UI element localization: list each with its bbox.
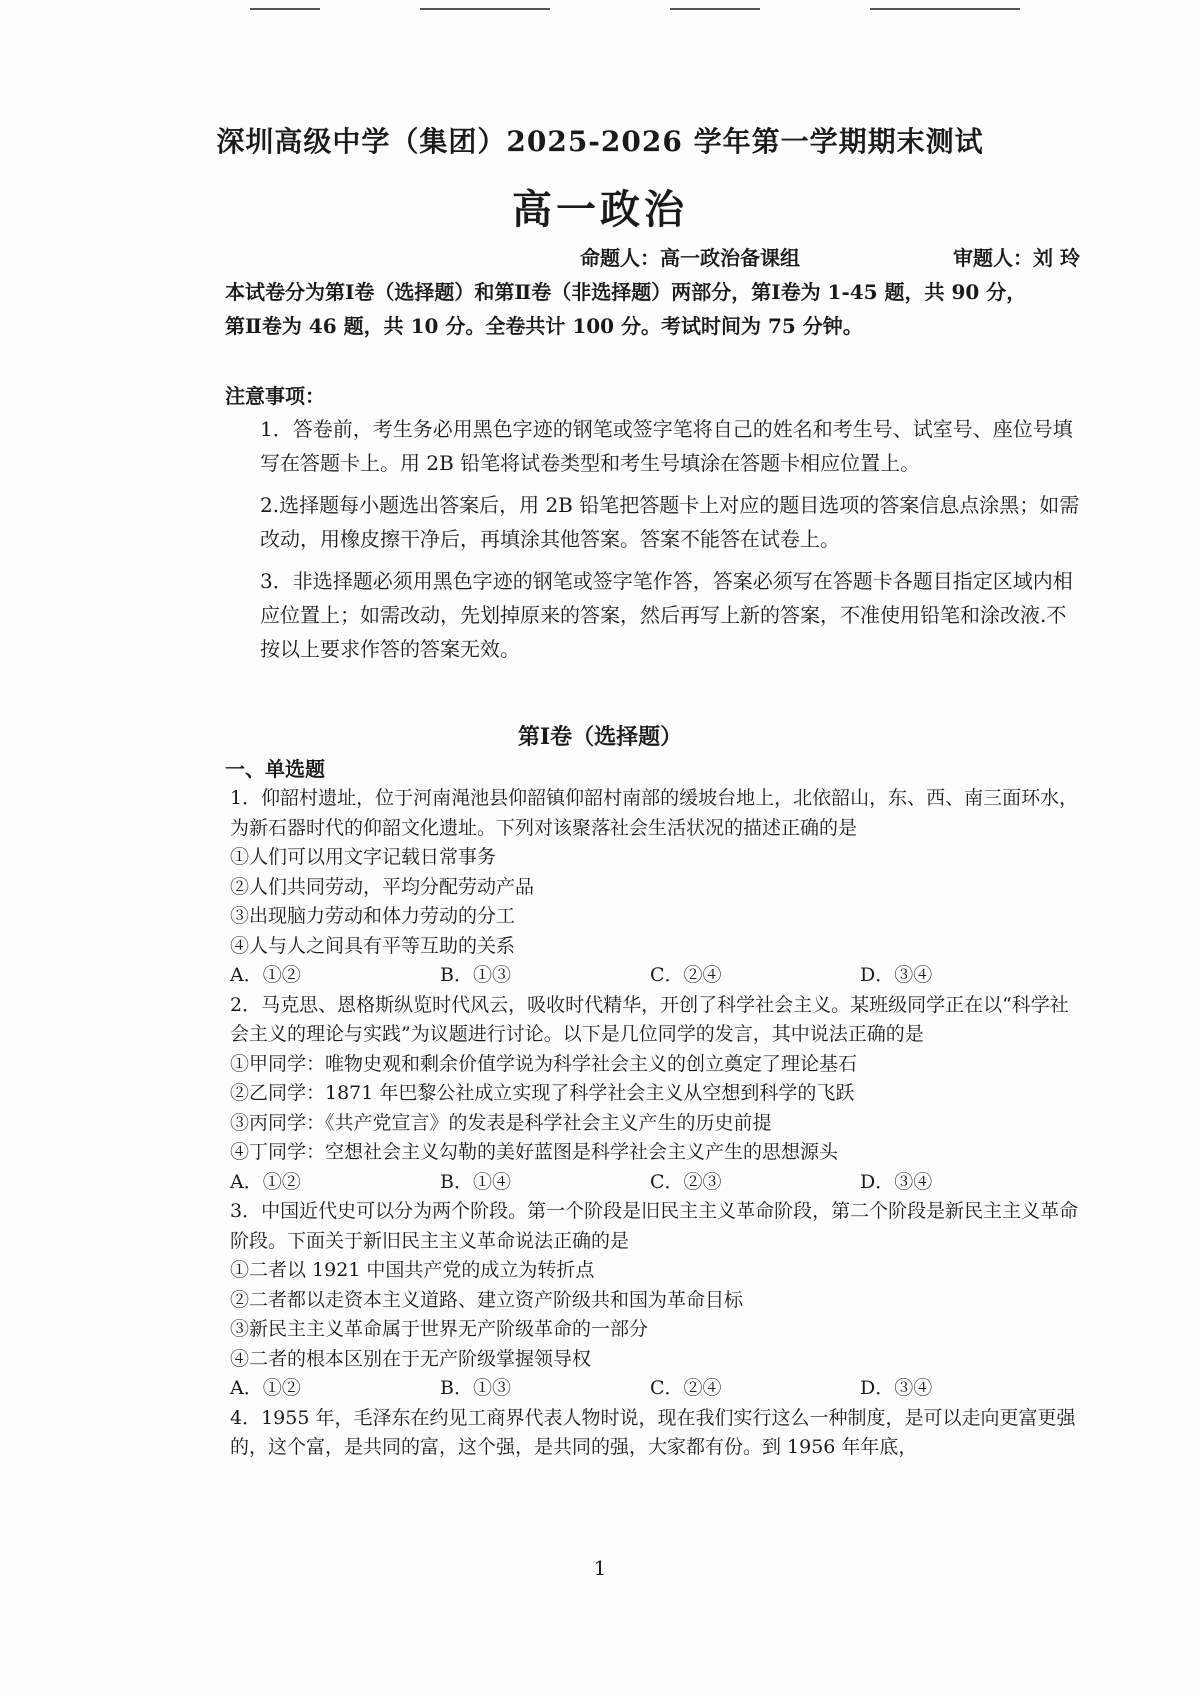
scan-mark	[670, 8, 760, 10]
setter: 命题人：高一政治备课组	[580, 246, 800, 270]
notice-item: 1．答卷前，考生务必用黑色字迹的钢笔或签字笔将自己的姓名和考生号、试室号、座位号填写在答题卡上。用 2B 铅笔将试卷类型和考生号填涂在答题卡相应位置上。	[260, 417, 1073, 475]
question	[230, 1404, 1085, 1463]
intro-line: 第Ⅱ卷为 46 题，共 10 分。全卷共计 100 分。考试时间为 75 分钟。	[225, 314, 863, 338]
question-item: ②乙同学：1871 年巴黎公社成立实现了科学社会主义从空想到科学的飞跃	[230, 1082, 855, 1104]
answer-options	[230, 961, 1085, 991]
section-title: 第Ⅰ卷（选择题）	[517, 724, 683, 750]
notice-list	[260, 412, 1085, 674]
notice-heading: 注意事项：	[225, 384, 325, 408]
question	[230, 784, 1085, 991]
scan-mark	[870, 8, 1020, 10]
answer-options	[230, 1374, 1085, 1404]
reviewer: 审题人：刘 玲	[953, 246, 1080, 270]
option: D．③④	[860, 964, 933, 986]
answer-options	[230, 1168, 1085, 1198]
authors-line	[580, 242, 1080, 271]
question-item: ①甲同学：唯物史观和剩余价值学说为科学社会主义的创立奠定了理论基石	[230, 1052, 858, 1075]
question	[230, 991, 1085, 1198]
intro-line: 本试卷分为第Ⅰ卷（选择题）和第Ⅱ卷（非选择题）两部分，第Ⅰ卷为 1-45 题，共 90 分，	[225, 280, 1027, 304]
question-item: ④丁同学：空想社会主义勾勒的美好蓝图是科学社会主义产生的思想源头	[230, 1141, 839, 1163]
question-item: ①二者以 1921 中国共产党的成立为转折点	[230, 1259, 595, 1281]
question-item: ①人们可以用文字记载日常事务	[230, 846, 497, 868]
question-stem: 2．马克思、恩格斯纵览时代风云，吸收时代精华，开创了科学社会主义。某班级同学正在以“科学社会主义的理论与实践”为议题进行讨论。以下是几位同学的发言，其中说法正确的是	[230, 993, 1069, 1045]
notice-item: 2.选择题每小题选出答案后，用 2B 铅笔把答题卡上对应的题目选项的答案信息点涂黑；如需改动，用橡皮擦干净后，再填涂其他答案。答案不能答在试卷上。	[260, 493, 1080, 551]
option: A．①②	[230, 1377, 301, 1399]
question-stem: 3．中国近代史可以分为两个阶段。第一个阶段是旧民主主义革命阶段，第二个阶段是新民主主义革命阶段。下面关于新旧民主主义革命说法正确的是	[230, 1200, 1079, 1252]
option: C．②③	[650, 1170, 722, 1193]
question	[230, 1197, 1085, 1404]
page-number: 1	[593, 1556, 607, 1580]
question-item: ④人与人之间具有平等互助的关系	[230, 934, 516, 957]
question-item: ②人们共同劳动，平均分配劳动产品	[230, 875, 535, 898]
scan-mark	[420, 8, 550, 10]
notice-item: 3．非选择题必须用黑色字迹的钢笔或签字笔作答，答案必须写在答题卡各题目指定区域内相应位置上；如需改动，先划掉原来的答案，然后再写上新的答案，不准使用铅笔和涂改液.不按以上要求作答的答案无效。	[260, 569, 1073, 661]
question-item: ②二者都以走资本主义道路、建立资产阶级共和国为革命目标	[230, 1288, 744, 1311]
question-stem: 4．1955 年，毛泽东在约见工商界代表人物时说，现在我们实行这么一种制度，是可以走向更富更强的，这个富，是共同的富，这个强，是共同的强，大家都有份。到 1956 年年底，	[230, 1406, 1076, 1458]
exam-title: 深圳高级中学（集团）2025-2026 学年第一学期期末测试	[216, 125, 984, 158]
option: B．①③	[440, 1377, 511, 1399]
option: D．③④	[860, 1377, 933, 1399]
option: A．①②	[230, 1170, 301, 1193]
option: B．①③	[440, 964, 511, 986]
question-type: 一、单选题	[225, 757, 325, 781]
question-item: ④二者的根本区别在于无产阶级掌握领导权	[230, 1347, 592, 1370]
question-list	[230, 784, 1085, 1463]
exam-subject: 高一政治	[512, 186, 688, 233]
exam-intro	[225, 275, 1085, 343]
question-item: ③出现脑力劳动和体力劳动的分工	[230, 905, 516, 927]
option: C．②④	[650, 964, 722, 986]
question-item: ③新民主主义革命属于世界无产阶级革命的一部分	[230, 1318, 649, 1340]
option: C．②④	[650, 1377, 722, 1399]
question-stem: 1．仰韶村遗址，位于河南渑池县仰韶镇仰韶村南部的缓坡台地上，北依韶山，东、西、南三面环水，为新石器时代的仰韶文化遗址。下列对该聚落社会生活状况的描述正确的是	[230, 787, 1079, 839]
option: D．③④	[860, 1170, 933, 1193]
option: A．①②	[230, 964, 301, 986]
option: B．①④	[440, 1170, 511, 1193]
question-item: ③丙同学：《共产党宣言》的发表是科学社会主义产生的历史前提	[230, 1111, 772, 1134]
scan-mark	[250, 8, 320, 10]
